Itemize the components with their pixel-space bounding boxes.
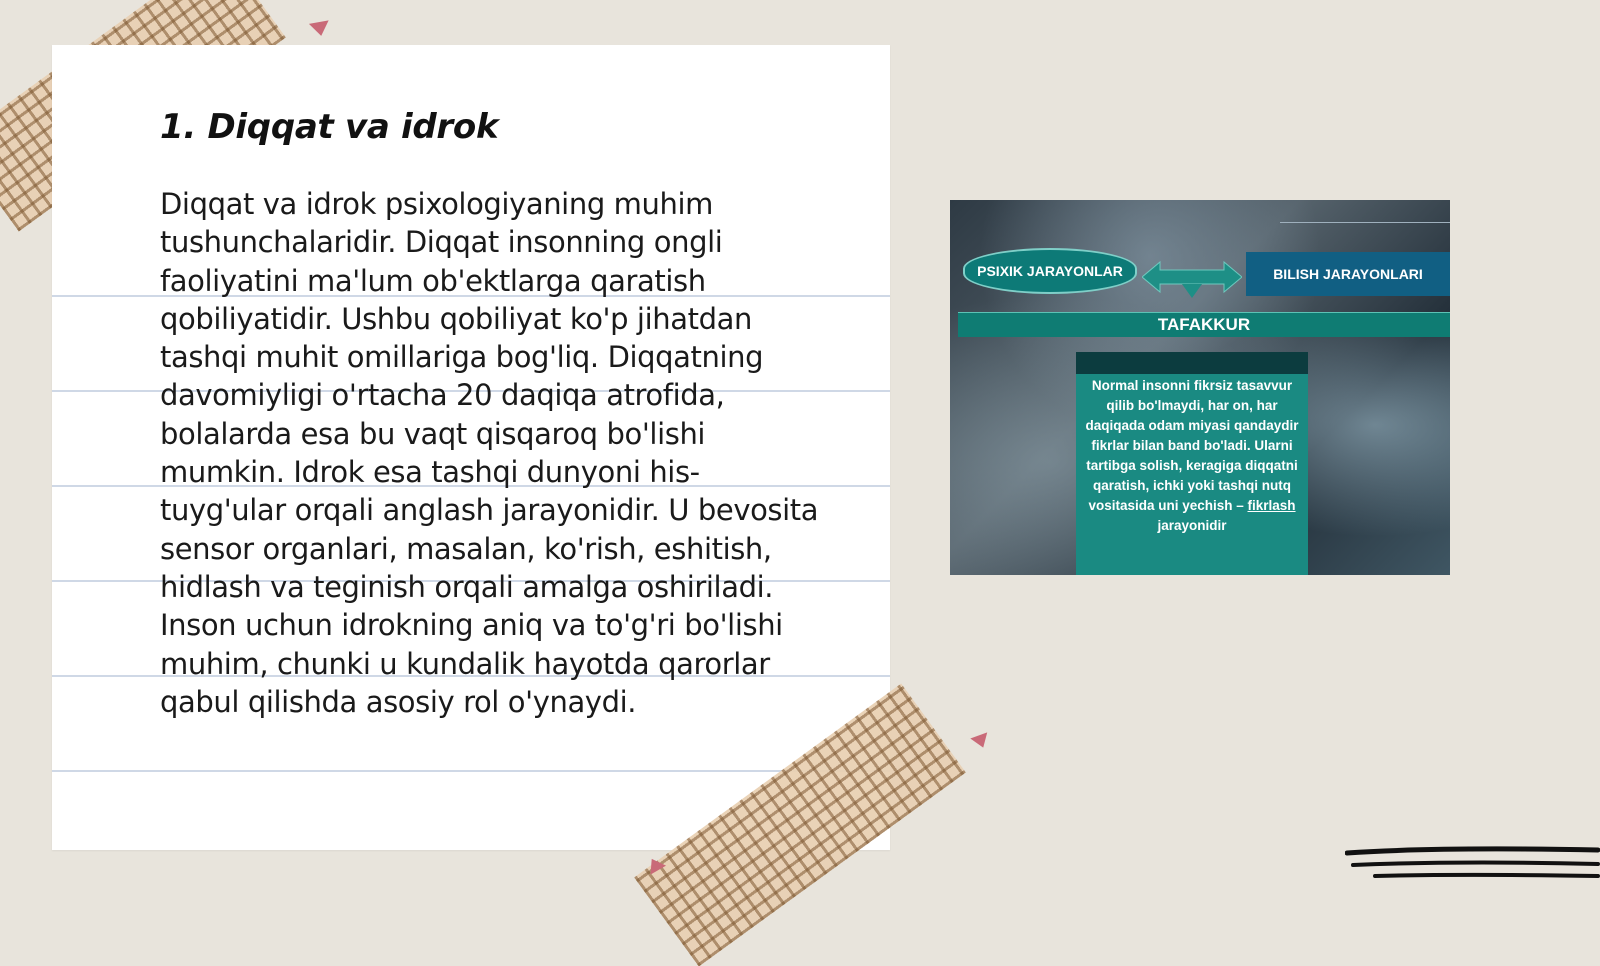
slide-body-text: Diqqat va idrok psixologiyaning muhim tushunchalaridir. Diqqat insonning ongli faoliyatini ma'lum ob'ektlarga qaratish qobiliyatidir. Ushbu qobiliyat ko'p jihatdan tashqi muhit omillariga bog'liq. Diqqatning davomiyligi o'rtacha 20 daqiqa atrofida, bolalarda esa bu vaqt qisqaroq bo'lishi mumkin. Idrok esa tashqi dunyoni his-tuyg'ular orqali anglash jarayonidir. U bevosita sensor organlari, masalan, ko'rish, eshitish, hidlash va teginish orqali amalga oshiriladi. Inson uchun idrokning aniq va to'g'ri bo'lishi muhim, chunki u kundalik hayotda qarorlar qabul qilishda asosiy rol o'ynaydi. bbox=[160, 187, 819, 719]
slide-title: 1. Diqqat va idrok bbox=[160, 107, 499, 147]
tape-edge-mark bbox=[309, 20, 331, 37]
decorative-line bbox=[1280, 222, 1450, 223]
callout-body: Normal insonni fikrsiz tasavvur qilib bo'lmaydi, har on, har daqiqada odam miyasi qandaydir fikrlar bilan band bo'ladi. Ularni tartibga solish, keragiga diqqatni qaratish, ichki yoki tashqi nutq vositasida uni yechish – bbox=[1085, 378, 1299, 513]
psixik-jarayonlar-label: PSIXIK JARAYONLAR bbox=[963, 248, 1137, 294]
diagram-image bbox=[950, 200, 1450, 575]
tape-edge-mark bbox=[970, 732, 991, 750]
callout-link: fikrlash bbox=[1247, 498, 1296, 513]
scribble-decoration bbox=[1345, 845, 1600, 885]
callout-header bbox=[1076, 352, 1308, 374]
callout-text bbox=[1080, 376, 1304, 536]
callout-end: jarayonidir bbox=[1157, 518, 1227, 533]
callout-box bbox=[1076, 352, 1308, 575]
tafakkur-banner: TAFAKKUR bbox=[958, 312, 1450, 337]
bilish-jarayonlari-label: BILISH JARAYONLARI bbox=[1246, 252, 1450, 296]
paper-note bbox=[52, 45, 890, 850]
ruled-line bbox=[52, 770, 890, 772]
double-arrow-icon bbox=[1142, 256, 1242, 298]
